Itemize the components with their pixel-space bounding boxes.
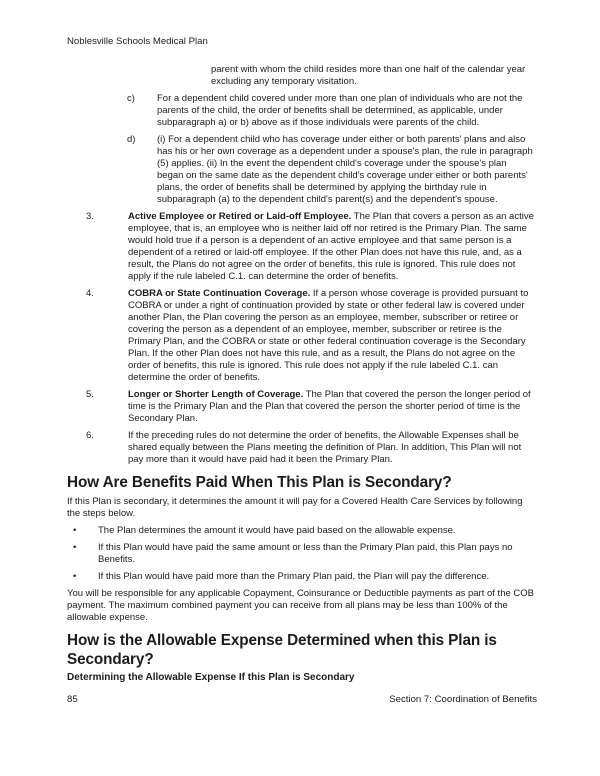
numbered-item-bold-lead: Active Employee or Retired or Laid-off Employee.: [128, 211, 352, 222]
bullet-icon: •: [73, 571, 77, 582]
document-header-title: Noblesville Schools Medical Plan: [67, 36, 208, 47]
numbered-item-label: 5.: [86, 389, 94, 400]
section-heading-benefits-paid: How Are Benefits Paid When This Plan is Secondary?: [67, 474, 452, 491]
bullet-text: If this Plan would have paid more than the Primary Plan paid, the Plan will pay the difference.: [98, 571, 490, 582]
bullet-text: If this Plan would have paid the same amount or less than the Primary Plan paid, this Plan pays no Benefits.: [98, 542, 513, 565]
bullet-text: The Plan determines the amount it would have paid based on the allowable expense.: [98, 525, 456, 536]
bullet-icon: •: [73, 525, 77, 536]
numbered-item-4: [67, 288, 537, 384]
numbered-item-text: [128, 389, 536, 425]
document-content: [67, 36, 537, 684]
numbered-item-5: [67, 389, 537, 425]
numbered-item-text: [128, 288, 536, 384]
bullet-item: [67, 571, 537, 583]
benefits-paid-intro-paragraph: If this Plan is secondary, it determines the amount it will pay for a Covered Health Care Services by following the steps below.: [67, 496, 523, 519]
bullet-icon: •: [73, 542, 77, 553]
numbered-item-body: The Plan that covered the person the longer period of time is the Primary Plan and the Plan that covered the person the shorter period of time is the Secondary Plan.: [128, 389, 531, 424]
numbered-item-bold-lead: COBRA or State Continuation Coverage.: [128, 288, 311, 299]
numbered-item-label: 4.: [86, 288, 94, 299]
lettered-item-label: c): [127, 93, 135, 104]
bullet-item: [67, 542, 537, 566]
numbered-item-6: [67, 430, 537, 466]
lettered-item-text: For a dependent child covered under more than one plan of individuals who are not the parents of the child, the order of benefits shall be determined, as applicable, under subparagraph a) or b) above as if those individuals were parents of the child.: [157, 93, 523, 128]
lettered-item-c: [67, 93, 537, 129]
lettered-item-d: [67, 134, 537, 206]
document-footer: [67, 694, 537, 706]
numbered-item-bold-lead: Longer or Shorter Length of Coverage.: [128, 389, 304, 400]
continuation-paragraph: parent with whom the child resides more than one half of the calendar year excluding any temporary visitation.: [211, 64, 526, 87]
numbered-item-3: [67, 211, 537, 283]
numbered-item-label: 3.: [86, 211, 94, 222]
bullet-item: [67, 525, 537, 537]
lettered-item-label: d): [127, 134, 136, 145]
footer-page-number: 85: [67, 694, 78, 705]
numbered-item-text: [128, 430, 536, 466]
numbered-item-body: The Plan that covers a person as an active employee, that is, an employee who is neither laid off nor retired is the Primary Plan. The same would hold true if a person is a dependent of an active employee and that same person is a dependent of a retired or laid-off employee. If the other Plan does not have this rule, and, as a result, the Plans do not agree on the order of benefits, this rule is ignored. This rule does not apply if the rule labeled C.1. can determine the order of benefits.: [128, 211, 534, 282]
section-heading-allowable-expense: How is the Allowable Expense Determined when this Plan is Secondary?: [67, 632, 497, 668]
numbered-item-text: [128, 211, 536, 283]
benefits-paid-closing-paragraph: You will be responsible for any applicable Copayment, Coinsurance or Deductible payments as part of the COB payment. The maximum combined payment you can receive from all plans may be less than 100% of the allowable expense.: [67, 588, 534, 623]
allowable-expense-subheading: Determining the Allowable Expense If this Plan is Secondary: [67, 672, 355, 683]
lettered-item-text: (i) For a dependent child who has coverage under either or both parents' plans and also has his or her own coverage as a dependent under a spouse's plan, the rule in paragraph (5) applies. (ii) In the event the dependent child's coverage under the spouse's plan began on the same date as the dependent child's coverage under either or both parents' plans, the order of benefits shall be determined by applying the birthday rule in subparagraph (a) to the dependent child's parent(s) and the dependent's spouse.: [157, 134, 533, 205]
footer-section-label: Section 7: Coordination of Benefits: [389, 694, 537, 705]
numbered-item-body: If the preceding rules do not determine the order of benefits, the Allowable Expenses shall be shared equally between the Plans meeting the definition of Plan. In addition, This Plan will not pay more than it would have paid had it been the Primary Plan.: [128, 430, 522, 465]
numbered-item-body: If a person whose coverage is provided pursuant to COBRA or under a right of continuation provided by state or other federal law is covered under another Plan, the Plan covering the person as an employee, member, subscriber or retiree or covering the person as a dependent of an employee, member, subscriber or retiree is the Primary Plan, and the COBRA or state or other federal continuation coverage is the Secondary Plan. If the other Plan does not have this rule, and as a result, the Plans do not agree on the order of benefits, this rule is ignored. This rule does not apply if the rule labeled C.1. can determine the order of benefits.: [128, 288, 529, 383]
numbered-item-label: 6.: [86, 430, 94, 441]
